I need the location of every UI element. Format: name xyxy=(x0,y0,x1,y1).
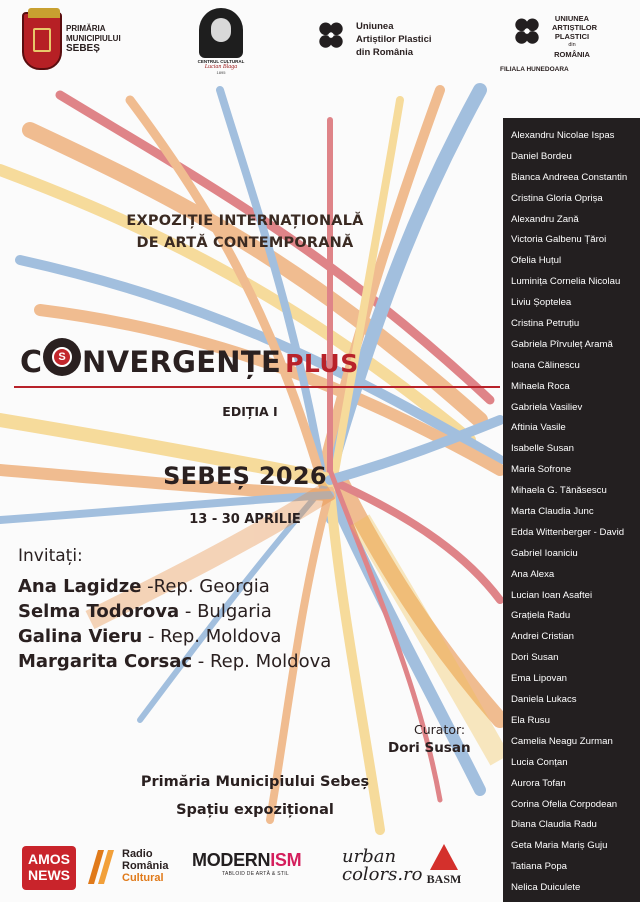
artist-item: Alexandru Nicolae Ispas xyxy=(511,130,615,141)
city-year: SEBEȘ 2026 xyxy=(163,462,327,490)
artist-item: Gabriela Pîrvuleț Aramă xyxy=(511,338,613,350)
artist-item: Ela Rusu xyxy=(511,714,550,726)
uap-filiala-logo xyxy=(500,14,628,80)
exhibition-title xyxy=(60,210,430,254)
urban-colors-logo xyxy=(342,848,422,890)
edition-label: EDIȚIA I xyxy=(222,404,278,419)
title-o-mark: S xyxy=(52,347,72,367)
venue-line1: Primăria Municipiului Sebeș xyxy=(140,774,370,790)
radio-line2: România xyxy=(122,860,169,872)
radio-line1: Radio xyxy=(122,848,153,860)
title-plus: PLUS xyxy=(285,349,359,378)
uap2-line3: PLASTICI xyxy=(554,32,590,41)
uap-flower-icon xyxy=(508,14,546,50)
curator-name: Dori Susan xyxy=(388,740,471,756)
modern-sub: TABLOID DE ARTĂ & STIL xyxy=(222,871,289,877)
artist-item: Andrei Cristian xyxy=(511,631,574,643)
modern-a: MODERN xyxy=(192,850,271,870)
urban-line1: urban xyxy=(342,846,397,867)
title-letter-c: C xyxy=(20,345,43,380)
primaria-line3: SEBEȘ xyxy=(66,43,100,54)
exhibition-dates: 13 - 30 APRILIE xyxy=(189,512,301,527)
artist-item: Grațiela Radu xyxy=(511,610,571,622)
modern-b: ISM xyxy=(270,850,302,870)
title-convergente: NVERGENȚE xyxy=(82,345,282,379)
guest-item xyxy=(18,624,331,649)
radio-romania-cultural-logo xyxy=(84,844,184,890)
guests-list xyxy=(18,574,331,674)
artist-item: Ofelia Huțul xyxy=(511,255,562,267)
radio-line3: Cultural xyxy=(122,872,164,884)
guest-item xyxy=(18,574,331,599)
uap-flower-icon xyxy=(312,18,350,54)
guest-country: - Bulgaria xyxy=(179,601,272,622)
venue xyxy=(100,768,410,824)
uap2-filiala: FILIALA HUNEDOARA xyxy=(500,66,569,73)
guest-name: Galina Vieru xyxy=(18,626,143,647)
amos-line2: NEWS xyxy=(28,867,70,883)
artist-item: Bianca Andreea Constantin xyxy=(511,171,628,183)
artist-item: Daniel Bordeu xyxy=(511,150,572,162)
uap-line1: Uniunea xyxy=(356,21,394,32)
curator-label: Curator: xyxy=(414,722,466,737)
artist-item: Ema Lipovan xyxy=(511,673,567,685)
primaria-line2: MUNICIPIULUI xyxy=(66,34,121,43)
artist-item: Diana Claudia Radu xyxy=(511,819,597,831)
artist-item: Alexandru Zană xyxy=(511,213,579,225)
guest-name: Ana Lagidze xyxy=(18,576,142,597)
artists-list xyxy=(503,118,640,902)
centru-cultural-logo xyxy=(196,8,246,78)
guest-name: Margarita Corsac xyxy=(18,651,193,672)
artist-item: Gabriel Ioaniciu xyxy=(511,547,578,559)
artist-item: Tatiana Popa xyxy=(511,861,568,873)
centru-year: 1895 xyxy=(216,70,226,75)
guest-item xyxy=(18,649,331,674)
primaria-sebes-logo xyxy=(22,12,132,72)
artist-item: Victoria Galbenu Țăroi xyxy=(511,234,607,246)
artist-item: Mihaela G. Tănăsescu xyxy=(511,485,607,497)
uap-line2: Artiștilor Plastici xyxy=(356,34,432,45)
guest-country: -Rep. Georgia xyxy=(141,576,270,597)
guest-name: Selma Todorova xyxy=(18,601,180,622)
guest-country: - Rep. Moldova xyxy=(142,626,282,647)
artist-item: Geta Maria Mariș Guju xyxy=(511,840,608,852)
venue-line2: Spațiu expozițional xyxy=(176,802,334,818)
uap2-line5: ROMÂNIA xyxy=(554,50,590,59)
title-divider xyxy=(14,386,500,388)
centru-signature: Lucian Blaga xyxy=(204,64,238,70)
uap2-line1: UNIUNEA xyxy=(554,14,590,23)
guest-country: - Rep. Moldova xyxy=(192,651,332,672)
artist-item: Lucian Ioan Asaftei xyxy=(511,589,593,601)
uap-logo xyxy=(312,18,452,68)
artist-item: Mihaela Roca xyxy=(511,380,570,392)
artist-item: Cristina Petruțiu xyxy=(511,318,580,330)
artist-item: Cristina Gloria Oprișa xyxy=(511,192,603,204)
coat-of-arms-icon xyxy=(22,12,62,70)
amos-line1: AMOS xyxy=(28,851,70,867)
artist-item: Ana Alexa xyxy=(511,568,555,580)
artist-item: Nelica Duiculete xyxy=(511,882,581,894)
expo-line2: DE ARTĂ CONTEMPORANĂ xyxy=(136,235,354,251)
artist-item: Maria Sofrone xyxy=(511,464,572,476)
basm-triangle-icon xyxy=(430,844,458,870)
artist-item: Aftinia Vasile xyxy=(511,422,566,434)
guests-label: Invitați: xyxy=(18,546,83,566)
uap-line3: din România xyxy=(356,47,414,58)
uap2-line2: ARTIȘTILOR xyxy=(552,23,597,32)
artist-item: Ioana Călinescu xyxy=(511,359,580,371)
artist-item: Lucia Conțan xyxy=(511,756,568,768)
artist-item: Daniela Lukacs xyxy=(511,694,577,706)
primaria-line1: PRIMĂRIA xyxy=(66,24,106,33)
artist-item: Camelia Neagu Zurman xyxy=(511,735,613,747)
urban-line2: colors.ro xyxy=(342,864,423,885)
artist-item: Luminița Cornelia Nicolau xyxy=(511,276,621,288)
artist-item: Isabelle Susan xyxy=(511,443,574,455)
basm-text: BASM xyxy=(426,872,462,886)
modernism-logo xyxy=(192,850,332,890)
convergente-plus-title xyxy=(20,338,490,380)
artist-item: Dori Susan xyxy=(511,652,559,664)
centru-line1: CENTRUL CULTURAL xyxy=(197,59,245,64)
portrait-icon xyxy=(199,8,243,58)
title-o-logo-icon xyxy=(43,338,81,376)
uap2-line4: din xyxy=(568,42,576,48)
artist-item: Marta Claudia Junc xyxy=(511,506,594,518)
guest-item xyxy=(18,599,331,624)
radio-wave-icon xyxy=(84,846,116,886)
artist-item: Gabriela Vasiliev xyxy=(511,401,583,413)
artist-item: Edda Wittenberger - David xyxy=(511,526,625,538)
basm-logo xyxy=(424,844,464,892)
artist-item: Aurora Tofan xyxy=(511,777,566,789)
artist-item: Corina Ofelia Corpodean xyxy=(511,798,618,810)
amos-news-logo xyxy=(22,846,76,890)
artist-item: Liviu Șoptelea xyxy=(511,297,572,309)
expo-line1: EXPOZIȚIE INTERNAȚIONALĂ xyxy=(126,213,364,229)
